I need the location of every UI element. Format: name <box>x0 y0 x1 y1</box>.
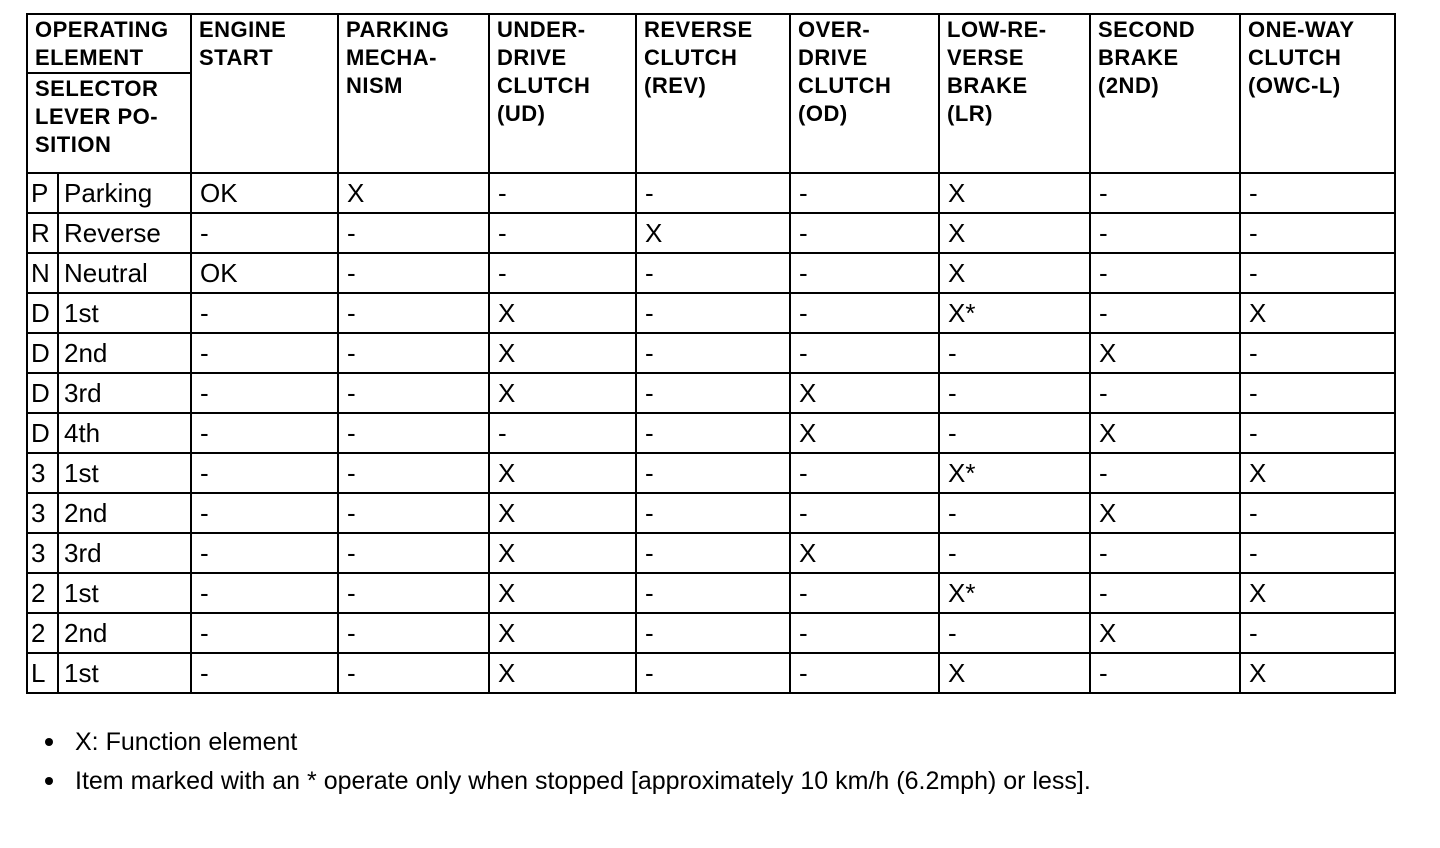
table-cell: X <box>790 533 939 573</box>
table-cell: - <box>790 453 939 493</box>
position-name: 1st <box>58 573 191 613</box>
column-header: UNDER- DRIVE CLUTCH (UD) <box>489 14 636 173</box>
table-cell: - <box>338 213 489 253</box>
position-code: D <box>27 413 58 453</box>
position-code: P <box>27 173 58 213</box>
column-header: ONE-WAY CLUTCH (OWC-L) <box>1240 14 1395 173</box>
table-cell: X <box>1090 613 1240 653</box>
table-cell: X <box>489 533 636 573</box>
bullet-icon <box>45 777 53 785</box>
table-cell: X <box>489 373 636 413</box>
table-cell: - <box>338 613 489 653</box>
table-cell: - <box>1240 413 1395 453</box>
table-cell: - <box>338 373 489 413</box>
table-cell: - <box>338 653 489 693</box>
column-header: LOW-RE- VERSE BRAKE (LR) <box>939 14 1090 173</box>
table-cell: X <box>939 253 1090 293</box>
table-cell: - <box>338 333 489 373</box>
table-cell: - <box>636 173 790 213</box>
table-cell: - <box>191 493 338 533</box>
table-cell: X <box>1090 413 1240 453</box>
operating-element-table <box>26 13 1396 694</box>
table-cell: - <box>790 173 939 213</box>
table-cell: - <box>790 333 939 373</box>
table-row <box>27 253 1395 293</box>
table-cell: - <box>338 253 489 293</box>
position-name: 1st <box>58 653 191 693</box>
table-cell: X <box>489 653 636 693</box>
table-cell: - <box>1240 173 1395 213</box>
table-cell: - <box>489 413 636 453</box>
table-cell: - <box>790 253 939 293</box>
position-code: R <box>27 213 58 253</box>
table-cell: X* <box>939 293 1090 333</box>
table-cell: X <box>939 213 1090 253</box>
table-row <box>27 333 1395 373</box>
table-cell: - <box>636 653 790 693</box>
table-cell: - <box>790 573 939 613</box>
table-cell: - <box>338 573 489 613</box>
table-cell: - <box>191 373 338 413</box>
position-name: 2nd <box>58 613 191 653</box>
notes <box>40 726 1091 804</box>
operating-element-header: OPERATING ELEMENT <box>27 14 191 73</box>
table-cell: - <box>338 453 489 493</box>
position-code: N <box>27 253 58 293</box>
position-code: D <box>27 333 58 373</box>
table-cell: - <box>790 493 939 533</box>
table-cell: - <box>636 373 790 413</box>
position-name: 2nd <box>58 333 191 373</box>
table-cell: - <box>1240 613 1395 653</box>
table-cell: - <box>636 333 790 373</box>
table-cell: - <box>636 253 790 293</box>
column-header: OVER- DRIVE CLUTCH (OD) <box>790 14 939 173</box>
table-cell: - <box>939 333 1090 373</box>
table-cell: - <box>636 613 790 653</box>
table-cell: X <box>1090 333 1240 373</box>
table-cell: - <box>939 613 1090 653</box>
position-code: L <box>27 653 58 693</box>
position-name: 3rd <box>58 533 191 573</box>
bullet-icon <box>45 738 53 746</box>
table-cell: X* <box>939 573 1090 613</box>
selector-lever-position-header: SELECTOR LEVER PO- SITION <box>27 73 191 173</box>
position-code: D <box>27 293 58 333</box>
column-header: ENGINE START <box>191 14 338 173</box>
position-code: 3 <box>27 453 58 493</box>
table-cell: - <box>636 413 790 453</box>
table-cell: X <box>939 173 1090 213</box>
column-header: SECOND BRAKE (2ND) <box>1090 14 1240 173</box>
table-cell: X <box>338 173 489 213</box>
table-cell: X* <box>939 453 1090 493</box>
position-code: 3 <box>27 533 58 573</box>
table-cell: X <box>790 413 939 453</box>
table-cell: OK <box>191 173 338 213</box>
position-name: 2nd <box>58 493 191 533</box>
table-cell: X <box>790 373 939 413</box>
table-cell: X <box>489 613 636 653</box>
table-cell: - <box>939 493 1090 533</box>
table-cell: - <box>790 653 939 693</box>
table-row <box>27 453 1395 493</box>
table-cell: X <box>939 653 1090 693</box>
table-cell: - <box>1090 573 1240 613</box>
table-cell: X <box>489 453 636 493</box>
table-cell: X <box>1240 293 1395 333</box>
table-cell: X <box>1090 493 1240 533</box>
table-cell: - <box>191 533 338 573</box>
table-row <box>27 613 1395 653</box>
note-text: Item marked with an * operate only when stopped [approximately 10 km/h (6.2mph) or less]. <box>75 766 1091 795</box>
table-row <box>27 213 1395 253</box>
table-cell: - <box>191 453 338 493</box>
table-cell: - <box>489 253 636 293</box>
table-cell: - <box>338 293 489 333</box>
table-cell: - <box>1240 493 1395 533</box>
table-cell: - <box>191 213 338 253</box>
position-name: 4th <box>58 413 191 453</box>
table-cell: X <box>636 213 790 253</box>
table-cell: OK <box>191 253 338 293</box>
table-cell: - <box>191 413 338 453</box>
table-row <box>27 293 1395 333</box>
table-cell: - <box>1240 333 1395 373</box>
table-row <box>27 653 1395 693</box>
table-cell: - <box>790 293 939 333</box>
table-cell: - <box>1240 253 1395 293</box>
table-cell: - <box>489 173 636 213</box>
column-header: REVERSE CLUTCH (REV) <box>636 14 790 173</box>
table-cell: - <box>636 293 790 333</box>
position-name: 1st <box>58 453 191 493</box>
table-cell: X <box>489 293 636 333</box>
position-code: 3 <box>27 493 58 533</box>
table-cell: - <box>1090 253 1240 293</box>
table-cell: - <box>636 573 790 613</box>
table-cell: - <box>191 653 338 693</box>
table-cell: - <box>191 333 338 373</box>
table-cell: - <box>636 533 790 573</box>
table-cell: - <box>1240 213 1395 253</box>
table-cell: - <box>1090 453 1240 493</box>
table-cell: - <box>338 413 489 453</box>
table-cell: - <box>489 213 636 253</box>
position-code: 2 <box>27 613 58 653</box>
position-name: 3rd <box>58 373 191 413</box>
table-cell: - <box>790 213 939 253</box>
table-cell: X <box>489 333 636 373</box>
table-cell: X <box>489 493 636 533</box>
table-cell: - <box>1090 213 1240 253</box>
table-cell: - <box>1240 533 1395 573</box>
table-row <box>27 413 1395 453</box>
table-row <box>27 533 1395 573</box>
note-item <box>40 765 1091 797</box>
table-row <box>27 373 1395 413</box>
position-name: Neutral <box>58 253 191 293</box>
table-cell: - <box>338 533 489 573</box>
table-cell: X <box>1240 573 1395 613</box>
table-cell: - <box>191 293 338 333</box>
note-item <box>40 726 1091 758</box>
table-cell: - <box>636 453 790 493</box>
table-cell: - <box>1090 173 1240 213</box>
table-cell: X <box>1240 653 1395 693</box>
table-cell: - <box>191 573 338 613</box>
position-name: Parking <box>58 173 191 213</box>
position-code: 2 <box>27 573 58 613</box>
table-cell: - <box>191 613 338 653</box>
table-row <box>27 493 1395 533</box>
table-cell: X <box>489 573 636 613</box>
table-cell: - <box>1090 373 1240 413</box>
table-cell: - <box>636 493 790 533</box>
table-cell: - <box>939 373 1090 413</box>
table-cell: - <box>1090 533 1240 573</box>
table-row <box>27 573 1395 613</box>
table-cell: - <box>939 533 1090 573</box>
table-cell: - <box>1090 653 1240 693</box>
note-text: X: Function element <box>75 727 298 756</box>
table-cell: - <box>1090 293 1240 333</box>
table-row <box>27 173 1395 213</box>
position-name: 1st <box>58 293 191 333</box>
table-cell: - <box>338 493 489 533</box>
table-cell: - <box>790 613 939 653</box>
position-name: Reverse <box>58 213 191 253</box>
table-cell: - <box>1240 373 1395 413</box>
table-cell: X <box>1240 453 1395 493</box>
position-code: D <box>27 373 58 413</box>
column-header: PARKING MECHA- NISM <box>338 14 489 173</box>
table-cell: - <box>939 413 1090 453</box>
